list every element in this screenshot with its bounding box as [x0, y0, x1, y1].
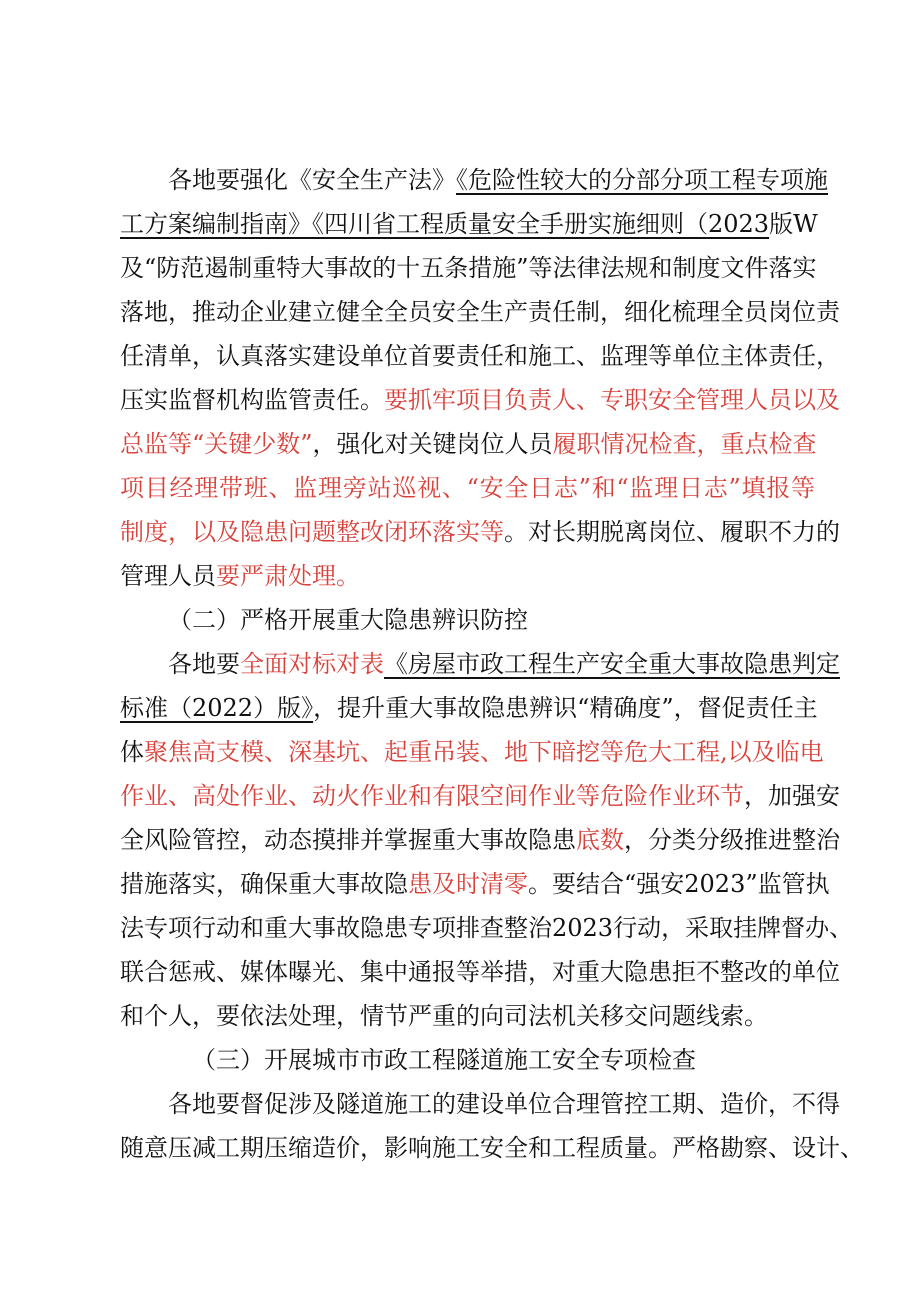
highlighted-text: 作业、高处作业、动火作业和有限空间作业等危险作业环节: [120, 782, 744, 810]
document-reference: 工方案编制指南》: [120, 210, 312, 238]
paragraph-1-line-2: [120, 202, 818, 246]
text-span: 管理人员: [120, 562, 216, 590]
highlighted-text: 底数: [576, 826, 624, 854]
paragraph-2-line-1: [168, 642, 840, 686]
highlighted-text: 全面对标对表: [240, 650, 384, 678]
highlighted-text: 以及临电: [727, 738, 824, 766]
document-reference: 标准（2022）版》: [120, 694, 314, 722]
paragraph-2-line-9: 和个人，要依法处理，情节严重的向司法机关移交问题线索。: [120, 1002, 768, 1030]
paragraph-2-line-5: [120, 818, 840, 862]
highlighted-text: 患及时清零: [408, 870, 528, 898]
highlighted-text: 履职情况检查，重点检查: [552, 430, 817, 458]
paragraph-2-line-6: [120, 862, 830, 906]
text-span: ，强化对关键岗位人员: [312, 430, 553, 458]
paragraph-1-line-10: [120, 554, 815, 598]
paragraph-1-line-3: 及“防范遏制重特大事故的十五条措施”等法律法规和制度文件落实: [120, 254, 817, 282]
highlighted-text: 总监等“关键少数”: [120, 430, 313, 458]
paragraph-2-line-4: [120, 774, 840, 818]
text-span: 各地要强化《安全生产法》: [168, 166, 456, 194]
paragraph-1-line-6: [120, 378, 840, 422]
paragraph-2-line-7: 法专项行动和重大事故隐患专项排查整治2023行动，采取挂牌督办、: [120, 914, 854, 942]
paragraph-1-line-8: 项目经理带班、监理旁站巡视、“安全日志”和“监理日志”填报等: [120, 474, 815, 502]
paragraph-1-line-1: [168, 158, 828, 202]
text-span: ，加强安: [744, 782, 840, 810]
paragraph-3-line-1: 各地要督促涉及隧道施工的建设单位合理管控工期、造价，不得: [168, 1090, 840, 1118]
highlighted-text: 聚焦高支模、深基坑、起重吊装、地下暗挖等危大工程,: [144, 738, 728, 766]
section-heading-2: （二）严格开展重大隐患辨识防控: [168, 606, 528, 634]
text-span: 版W: [769, 210, 818, 238]
text-span: 。对长期脱离岗位、履职不力的: [504, 518, 840, 546]
paragraph-1-line-7: [120, 422, 815, 466]
text-span: 各地要: [168, 650, 240, 678]
text-span: 。要结合“强安2023”监管执: [528, 870, 830, 898]
paragraph-3-line-2: 随意压减工期压缩造价，影响施工安全和工程质量。严格勘察、设计、: [120, 1134, 864, 1162]
text-span: 措施落实，确保重大事故隐: [120, 870, 408, 898]
paragraph-2-line-2: [120, 686, 818, 730]
document-reference: 《危险性较大的分部分项工程专项施: [456, 166, 828, 194]
text-span: 全风险管控，动态摸排并掌握重大事故隐患: [120, 826, 576, 854]
highlighted-text: 制度，以及隐患问题整改闭环落实等: [120, 518, 504, 546]
document-reference: 《四川省工程质量安全手册实施细则（2023: [312, 210, 770, 238]
text-span: 体: [120, 738, 144, 766]
section-heading-3: （三）开展城市市政工程隧道施工安全专项检查: [192, 1046, 696, 1074]
paragraph-2-line-8: 联合惩戒、媒体曝光、集中通报等举措，对重大隐患拒不整改的单位: [120, 958, 840, 986]
document-reference: 《房屋市政工程生产安全重大事故隐患判定: [384, 650, 840, 678]
highlighted-text: 要严肃处理。: [216, 562, 360, 590]
text-span: ，分类分级推进整治: [624, 826, 840, 854]
text-span: 压实监督机构监管责任。: [120, 386, 384, 414]
paragraph-1-line-5: 任清单，认真落实建设单位首要责任和施工、监理等单位主体责任，: [120, 342, 840, 370]
text-span: ，提升重大事故隐患辨识“精确度”，督促责任主: [313, 694, 818, 722]
paragraph-2-line-3: [120, 730, 824, 774]
paragraph-1-line-4: 落地，推动企业建立健全全员安全生产责任制，细化梳理全员岗位责: [120, 298, 840, 326]
paragraph-1-line-9: [120, 510, 840, 554]
highlighted-text: 要抓牢项目负责人、专职安全管理人员以及: [384, 386, 840, 414]
